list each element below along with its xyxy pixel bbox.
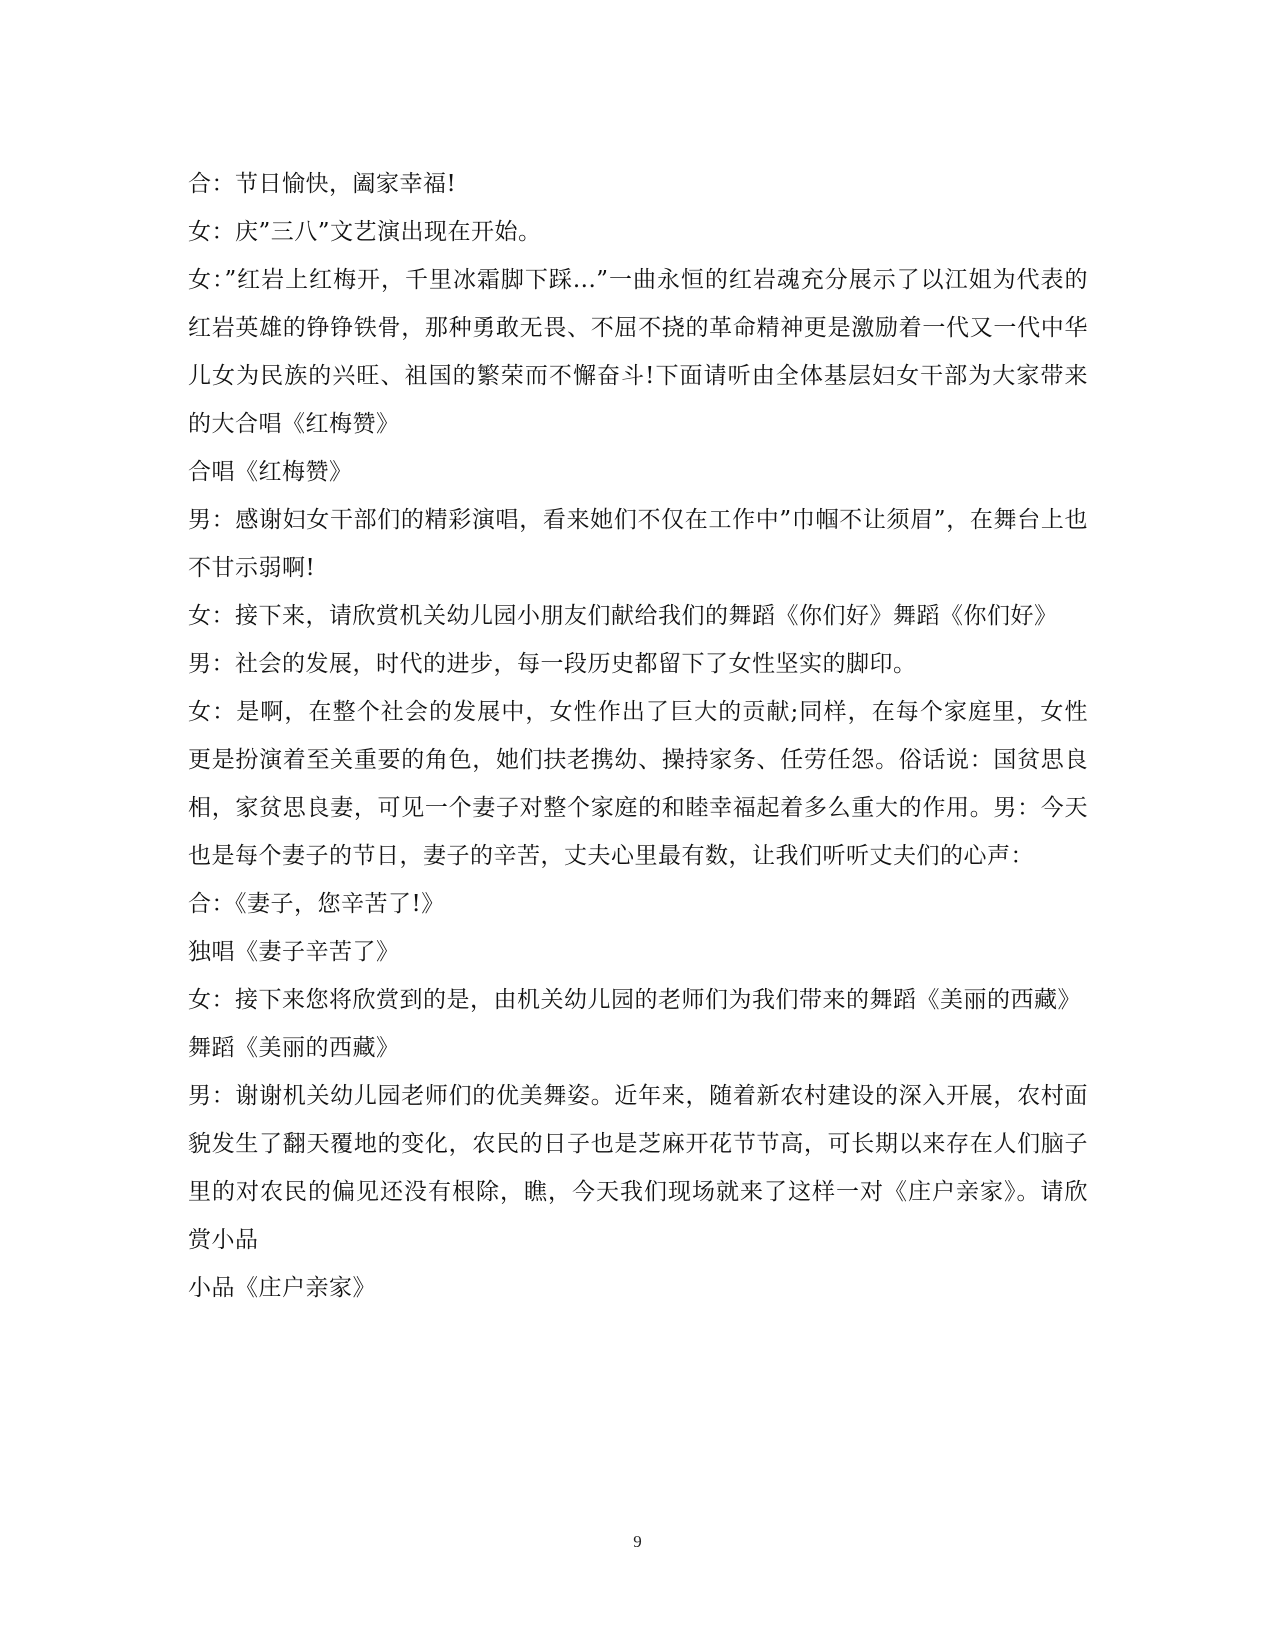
paragraph: 合：节日愉快，阖家幸福! <box>188 171 457 197</box>
paragraph: 合唱《红梅赞》 <box>188 459 353 485</box>
page-number: 9 <box>633 1532 642 1551</box>
paragraph: 男：社会的发展，时代的进步，每一段历史都留下了女性坚实的脚印。 <box>188 651 917 677</box>
paragraph: 女：庆”三八”文艺演出现在开始。 <box>188 219 542 245</box>
paragraph: 女：”红岩上红梅开，千里冰霜脚下踩...”一曲永恒的红岩魂充分展示了以江姐为代表的红岩英雄的铮铮铁骨，那种勇敢无畏、不屈不挠的革命精神更是激励着一代又一代中华儿女为民族的兴旺、祖国的繁荣而不懈奋斗!下面请听由全体基层妇女干部为大家带来的大合唱《红梅赞》 <box>188 267 1088 437</box>
paragraph: 男：感谢妇女干部们的精彩演唱，看来她们不仅在工作中”巾帼不让须眉”，在舞台上也不甘示弱啊! <box>188 507 1088 581</box>
paragraph: 男：谢谢机关幼儿园老师们的优美舞姿。近年来，随着新农村建设的深入开展，农村面貌发生了翻天覆地的变化，农民的日子也是芝麻开花节节高，可长期以来存在人们脑子里的对农民的偏见还没有根除，瞧，今天我们现场就来了这样一对《庄户亲家》。请欣赏小品 <box>188 1083 1088 1253</box>
document-body <box>188 160 1088 1312</box>
paragraph: 女：接下来，请欣赏机关幼儿园小朋友们献给我们的舞蹈《你们好》舞蹈《你们好》 <box>188 603 1058 629</box>
paragraph: 独唱《妻子辛苦了》 <box>188 939 400 965</box>
paragraph: 合：《妻子，您辛苦了!》 <box>188 891 445 917</box>
paragraph: 小品《庄户亲家》 <box>188 1275 376 1301</box>
paragraph: 女：接下来您将欣赏到的是，由机关幼儿园的老师们为我们带来的舞蹈《美丽的西藏》 <box>188 987 1081 1013</box>
paragraph: 女：是啊，在整个社会的发展中，女性作出了巨大的贡献;同样，在每个家庭里，女性更是扮演着至关重要的角色，她们扶老携幼、操持家务、任劳任怨。俗话说：国贫思良相，家贫思良妻，可见一个妻子对整个家庭的和睦幸福起着多么重大的作用。男：今天也是每个妻子的节日，妻子的辛苦，丈夫心里最有数，让我们听听丈夫们的心声： <box>188 699 1088 869</box>
paragraph: 舞蹈《美丽的西藏》 <box>188 1035 400 1061</box>
